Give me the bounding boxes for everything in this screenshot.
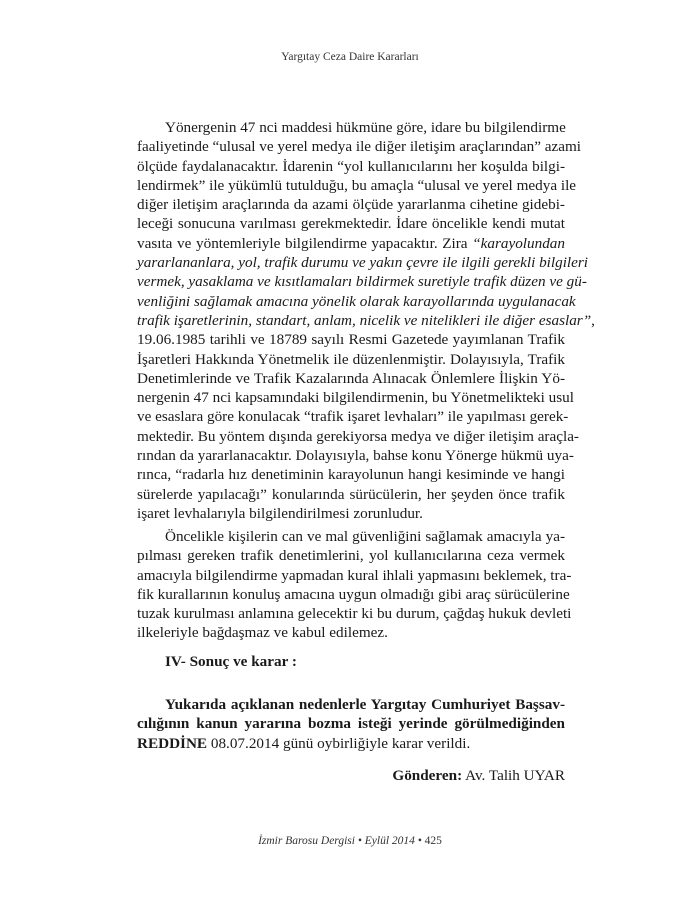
text-span: REDDİNE [137,734,208,752]
paragraph-2 [137,527,572,643]
signature-name: Av. Talih UYAR [462,767,565,784]
text-span: leceği sonucuna varılması gerekmektedir. İdare öncelikle kendi mutat [137,215,565,233]
text-line [137,369,565,388]
text-span: faaliyetinde “ulusal ve yerel medya ile diğer iletişim araçlarından” azami [137,138,582,156]
text-line [137,253,589,272]
text-line [137,195,565,214]
text-line [137,311,595,330]
text-span: rınca, “radarla hız denetiminin karayolunun hangi kesiminde ve hangi [137,466,565,484]
text-line [137,214,565,233]
text-span: Yönergenin 47 nci maddesi hükmüne göre, idare bu bilgilendirme [165,119,566,136]
text-span: yararlananlara, yol, trafik durumu ve yakın çevre ile ilgili gerekli bilgileri [137,254,589,272]
text-line [137,734,565,753]
text-span: amacıyla bilgilendirme yapmadan kural ihlali yapmasını beklemek, tra- [137,566,572,584]
text-line [137,546,565,565]
text-span: vermek, yasaklama ve kısıtlamaları bildirmek suretiyle trafik düzen ve gü- [137,273,587,291]
page-number: 425 [424,835,442,847]
text-span: , [591,311,595,329]
text-line [137,176,577,195]
text-span: mektedir. Bu yöntem dışında gerekiyorsa medya ve diğer iletişim araçla- [137,427,579,445]
text-line [137,388,574,407]
text-span: trafik işaretlerinin, standart, anlam, nicelik ve nitelikleri ile diğer esaslar” [137,311,592,329]
text-span: nergenin 47 nci kapsamındaki bilgilendirmenin, bu Yönetmelikteki usul [137,389,574,407]
text-line [137,623,565,642]
text-span: “karayolundan [472,234,565,252]
text-span: Yukarıda açıklanan nedenlerle Yargıtay Cumhuriyet Başsav- [165,696,565,713]
text-line [137,695,565,714]
text-line [137,566,572,585]
signature-label: Gönderen: [392,767,463,784]
text-line [137,407,569,426]
text-span: ölçüde faydalanacaktır. İdarenin “yol kullanıcılarını her koşulda bilgi- [137,157,565,175]
text-line [137,714,565,733]
conclusion-paragraph [137,695,565,753]
paragraph-1 [137,118,595,523]
text-line [137,118,565,137]
text-line [137,292,576,311]
text-line [137,527,565,546]
text-line [137,485,565,504]
text-line [137,504,565,523]
text-span: 19.06.1985 tarihli ve 18789 sayılı Resmi Gazetede yayımlanan Trafik [137,331,565,349]
text-span: ilkeleriyle bağdaşmaz ve kabul edilemez. [137,624,388,642]
signature [392,767,565,785]
text-line [137,350,565,369]
text-span: rından da yararlanacaktır. Dolayısıyla, bahse konu Yönerge hükmü uya- [137,447,574,465]
text-span: işaret levhalarıyla bilgilendirilmesi zorunludur. [137,504,423,522]
text-span: tuzak kurulması anlamına gelecektir ki bu durum, çağdaş hukuk devleti [137,605,572,623]
page-footer [0,835,700,847]
running-header: Yargıtay Ceza Daire Kararları [281,51,419,63]
text-line [137,652,565,671]
text-span: vasıta ve yöntemleriyle bilgilendirme yapacaktır. Zira [137,234,473,252]
text-span: sürelerde yapılacağı” konularında sürücülerin, her şeyden önce trafik [137,485,565,503]
text-span: pılması gereken trafik denetimlerini, yol kullanıcılarına ceza vermek [137,547,565,565]
text-line [137,585,570,604]
text-span: Öncelikle kişilerin can ve mal güvenliğini sağlamak amacıyla ya- [165,528,565,545]
text-line [137,330,565,349]
text-span: 08.07.2014 günü oybirliğiyle karar verildi. [207,734,471,752]
text-span: IV- Sonuç ve karar : [165,653,297,670]
text-line [137,427,579,446]
text-span: diğer iletişim araçlarında da azami ölçüde yararlanma cihetine gidebi- [137,196,565,214]
text-span: ve esaslara göre konulacak “trafik işaret levhaları” ile yapılması gerek- [137,408,569,426]
text-span: İşaretleri Hakkında Yönetmelik ile düzenlenmiştir. Dolayısıyla, Trafik [137,350,565,368]
section-heading [137,652,565,671]
text-span: venliğini sağlamak amacına yönelik olarak karayollarında uygulanacak [137,292,576,310]
text-span: Denetimlerinde ve Trafik Kazalarında Alınacak Önlemlere İlişkin Yö- [137,369,565,387]
text-span: fik kurallarının konuluş amacına uygun olmadığı gibi araç sürücülerine [137,585,570,603]
text-line [137,604,572,623]
text-line [137,272,587,291]
text-span: lendirmek” ile yükümlü tutulduğu, bu amaçla “ulusal ve yerel medya ile [137,176,577,194]
journal-name: İzmir Barosu Dergisi • Eylül 2014 • [258,835,425,847]
text-line [137,157,565,176]
text-line [137,234,565,253]
text-span: cılığının kanun yararına bozma isteği yerinde görülmediğinden [137,715,565,733]
text-line [137,465,565,484]
text-line [137,446,574,465]
text-line [137,137,582,156]
